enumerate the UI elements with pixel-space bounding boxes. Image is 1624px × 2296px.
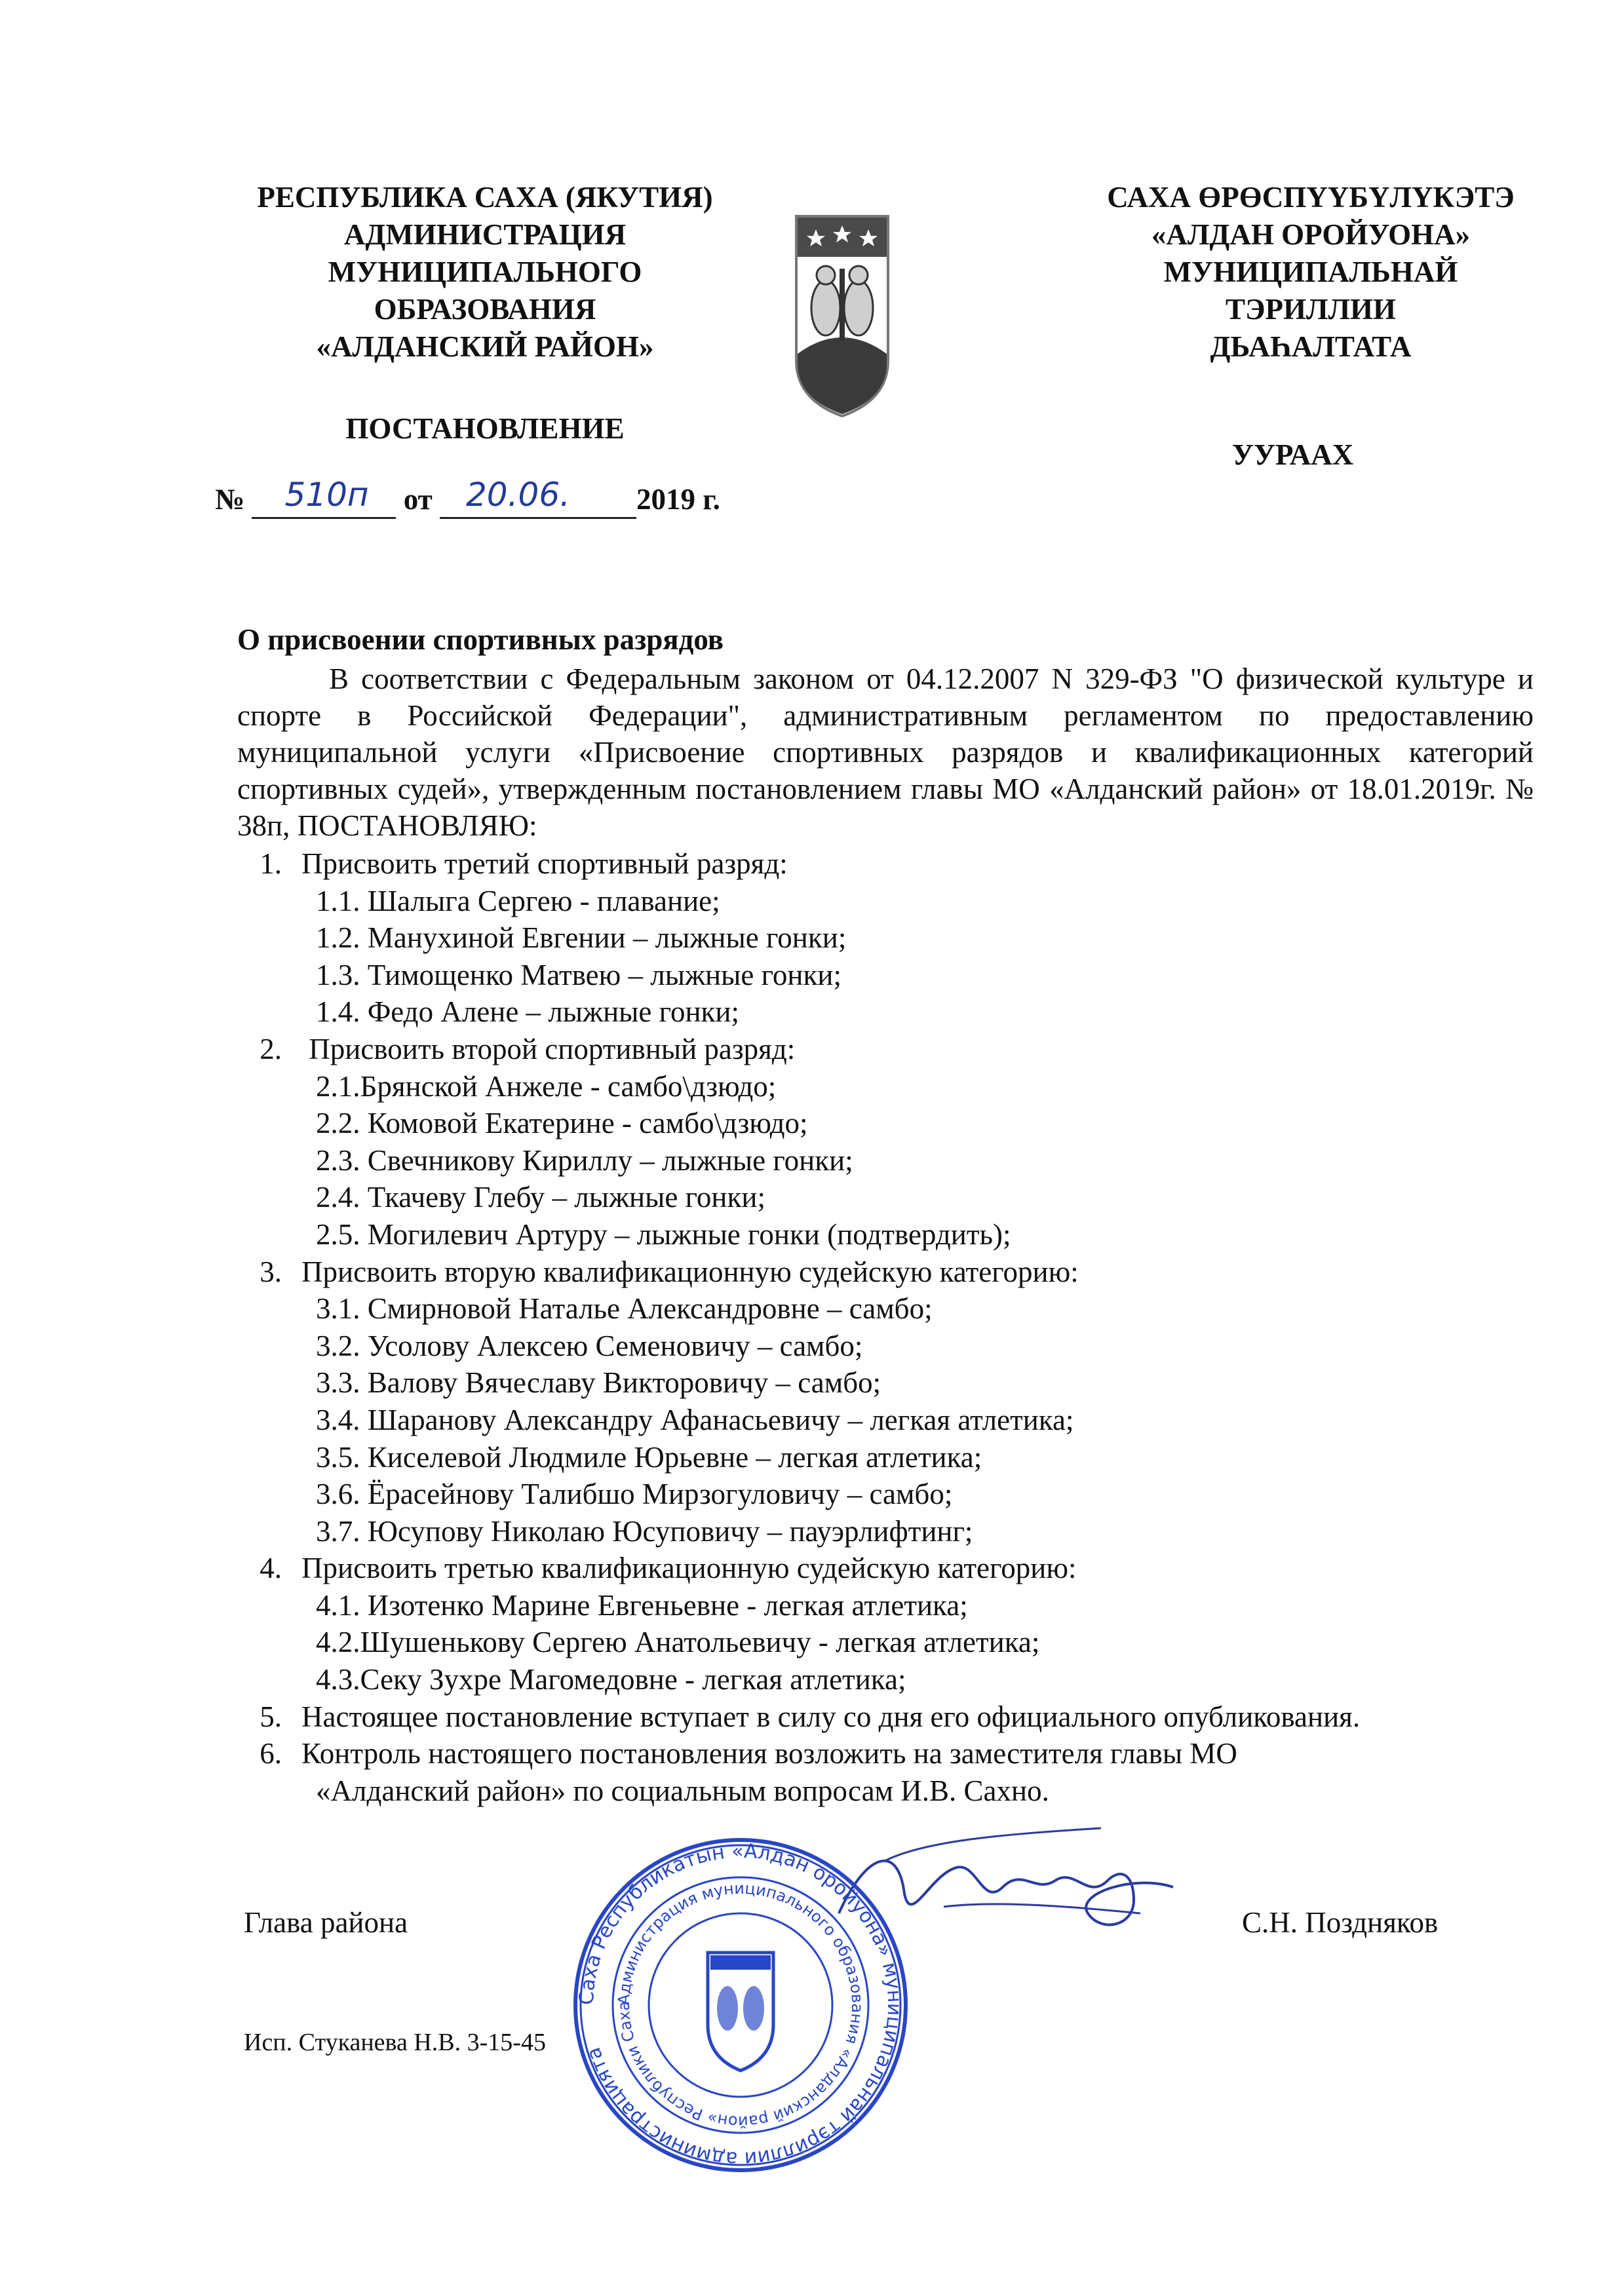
document-number-line [215, 476, 720, 519]
sub-list-item: 3.4. Шаранову Александру Афанасьевичу – легкая атлетика; [316, 1403, 1074, 1436]
sub-list-item: 4.3.Секу Зухре Магомедовне - легкая атлетика; [316, 1663, 906, 1696]
sub-list-item: 3.5. Киселевой Людмиле Юрьевне – легкая атлетика; [316, 1440, 982, 1474]
header-left-line3: МУНИЦИПАЛЬНОГО [328, 256, 642, 288]
document-number-field [252, 476, 396, 519]
date-from-label: от [403, 483, 433, 516]
sub-list-item: 1.3. Тимощенко Матвею – лыжные гонки; [316, 958, 841, 991]
list-item: 6. Контроль настоящего постановления возложить на заместителя главы МО «Алданский район» по социальным вопросам И.В. Сахно. [237, 1735, 1541, 1809]
header-left-line1: РЕСПУБЛИКА САХА (ЯКУТИЯ) [257, 181, 713, 214]
sub-list-item: 3.3. Валову Вячеславу Викторовичу – самбо; [316, 1366, 881, 1400]
document-subject: О присвоении спортивных разрядов [237, 623, 724, 656]
document-date-handwritten: 20.06. [466, 476, 571, 514]
sub-list-item: 4.1. Изотенко Марине Евгеньевне - легкая атлетика; [316, 1588, 968, 1622]
preamble-text: В соответствии с Федеральным законом от 04.12.2007 N 329-ФЗ "О физической культуре и спорте в Российской Федерации", административным регламентом по предоставлению муниципальной услуги «Присвоение спортивных разрядов и квалификационных категорий спортивных судей», утвержденным постановлением главы МО «Алданский район» от 18.01.2019г. № 38п, ПОСТАНОВЛЯЮ: [237, 662, 1534, 842]
bear-shield-icon [790, 210, 895, 419]
header-left-line5: «АЛДАНСКИЙ РАЙОН» [316, 330, 654, 363]
document-year: 2019 г. [636, 483, 720, 516]
list-item: 5. Настоящее постановление вступает в силу со дня его официального опубликования. [260, 1700, 1361, 1733]
official-seal [570, 1835, 911, 2179]
sub-list-item: 3.1. Смирновой Наталье Александровне – самбо; [316, 1292, 933, 1326]
list-item: 1. Присвоить третий спортивный разряд: 1.1. Шалыга Сергею - плавание; 1.2. Манухиной Евгении – лыжные гонки; 1.3. Тимощенко Матвею – лыжные гонки; 1.4. Федо Алене – лыжные гонки; [237, 845, 1541, 1031]
seal-outer-text: Саха Республикатын «Алдан оройуона» муниципальнай тэриллии администрацията [575, 1839, 906, 2171]
signatory-position: Глава района [244, 1906, 408, 1939]
sub-list-item: 3.2. Усолову Алексею Семеновичу – самбо; [316, 1329, 863, 1362]
resolution-items-list [237, 845, 1541, 1809]
executor-note: Исп. Стуканева Н.В. 3-15-45 [244, 2029, 546, 2056]
sub-list-item: 2.5. Могилевич Артуру – лыжные гонки (подтвердить); [316, 1217, 1011, 1251]
sub-list-item: 2.1.Брянской Анжеле - самбо\дзюдо; [316, 1069, 777, 1103]
list-item: 3. Присвоить вторую квалификационную судейскую категорию: 3.1. Смирновой Наталье Александровне – самбо; 3.2. Усолову Алексею Семеновичу – самбо; 3.3. Валову Вячеславу Викторовичу – самбо; 3.4. Шаранову Александру Афанасьевичу – легкая атлетика; 3.5. Киселевой Людмиле Юрьевне – легкая атлетика; 3.6. Ёрасейнову Талибшо Мирзогуловичу – самбо; 3.7. Юсупову Николаю Юсуповичу – пауэрлифтинг; [237, 1253, 1541, 1550]
doc-type-ru: ПОСТАНОВЛЕНИЕ [345, 412, 625, 445]
sub-list-item: 1.2. Манухиной Евгении – лыжные гонки; [316, 921, 847, 955]
sub-list-item: 2.4. Ткачеву Глебу – лыжные гонки; [316, 1181, 765, 1214]
header-right-line3: МУНИЦИПАЛЬНАЙ [1163, 256, 1458, 288]
header-left-line4: ОБРАЗОВАНИЯ [374, 293, 596, 326]
sub-list-item: 3.6. Ёрасейнову Талибшо Мирзогуловичу – самбо; [316, 1478, 953, 1511]
round-seal-icon [570, 1835, 911, 2175]
header-right [1062, 179, 1560, 366]
header-right-line2: «АЛДАН ОРОЙУОНА» [1151, 218, 1471, 251]
preamble-paragraph [237, 660, 1534, 844]
list-item: 4. Присвоить третью квалификационную судейскую категорию: 4.1. Изотенко Марине Евгеньевне - легкая атлетика; 4.2.Шушенькову Сергею Анатольевичу - легкая атлетика; 4.3.Секу Зухре Магомедовне - легкая атлетика; [237, 1550, 1541, 1698]
header-left-line2: АДМИНИСТРАЦИЯ [343, 218, 627, 251]
doc-type-sakha: УУРААХ [1232, 438, 1354, 471]
sub-list-item: 2.2. Комовой Екатерине - самбо\дзюдо; [316, 1107, 808, 1140]
sub-list-item: 1.1. Шалыга Сергею - плавание; [316, 884, 720, 917]
header-right-line5: ДЬАҺАЛТАТА [1210, 330, 1412, 363]
sub-list-item: 3.7. Юсупову Николаю Юсуповичу – пауэрлифтинг; [316, 1514, 973, 1548]
signatory-name: С.Н. Поздняков [1242, 1906, 1439, 1939]
header-left [216, 179, 754, 366]
number-prefix: № [215, 483, 245, 516]
list-item-continuation: «Алданский район» по социальным вопросам И.В. Сахно. [316, 1774, 1049, 1807]
document-number-handwritten: 510п [284, 476, 369, 514]
sub-list-item: 1.4. Федо Алене – лыжные гонки; [316, 995, 739, 1029]
list-item: 2. Присвоить второй спортивный разряд: 2.1.Брянской Анжеле - самбо\дзюдо; 2.2. Комовой Екатерине - самбо\дзюдо; 2.3. Свечникову Кириллу – лыжные гонки; 2.4. Ткачеву Глебу – лыжные гонки; 2.5. Могилевич Артуру – лыжные гонки (подтвердить); [237, 1031, 1541, 1253]
coat-of-arms-emblem [790, 210, 895, 423]
sub-list-item: 4.2.Шушенькову Сергею Анатольевичу - легкая атлетика; [316, 1626, 1040, 1659]
seal-inner-text: Администрация муниципального образования «Алданский район» Республики Саха [614, 1879, 867, 2132]
header-right-line1: САХА ӨРӨСПҮҮБҮЛҮКЭТЭ [1107, 181, 1515, 214]
sub-list-item: 2.3. Свечникову Кириллу – лыжные гонки; [316, 1143, 853, 1177]
header-right-line4: ТЭРИЛЛИИ [1225, 293, 1397, 326]
document-date-field [440, 476, 636, 519]
